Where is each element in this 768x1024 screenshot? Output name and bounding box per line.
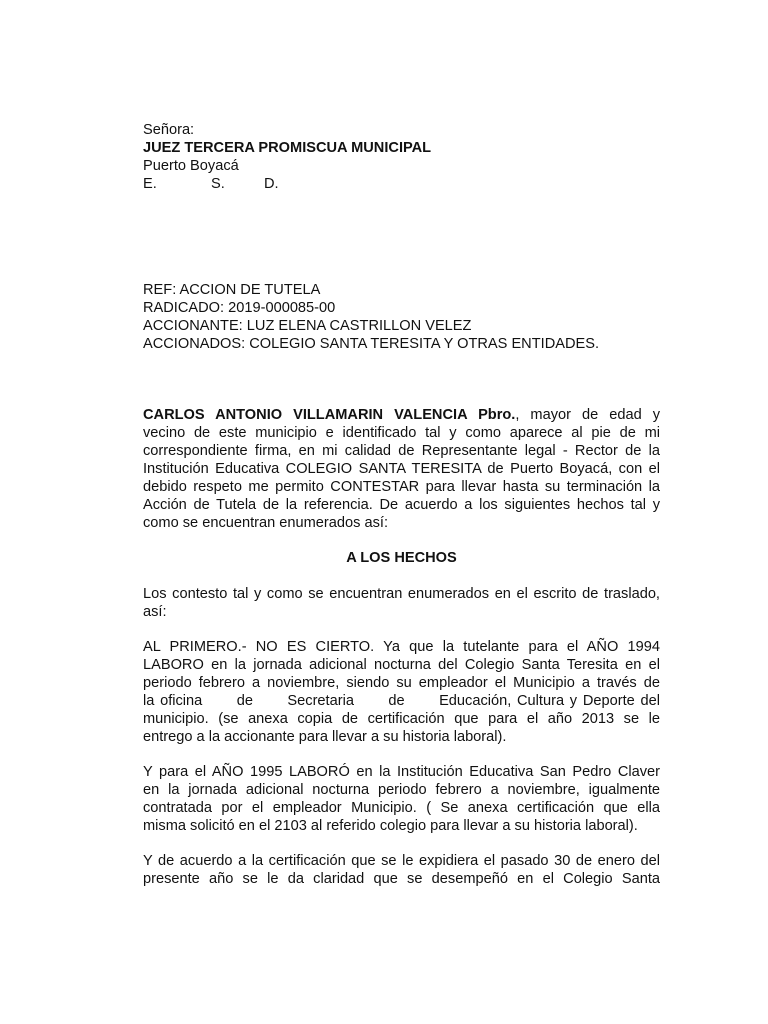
primero-line: la oficina de Secretaria de Educación, Cultura y Deporte del	[143, 693, 660, 709]
radicado-line: RADICADO: 2019-000085-00	[143, 300, 336, 316]
intro-line: correspondiente firma, en mi calidad de Representante legal - Rector de la	[143, 443, 660, 459]
reference-block	[143, 281, 660, 353]
ano1995-paragraph	[143, 763, 660, 835]
contesto-line: así:	[143, 604, 167, 620]
intro-line: como se encuentran enumerados así:	[143, 515, 388, 531]
intro-line: Acción de Tutela de la referencia. De acuerdo a los siguientes hechos tal y	[143, 497, 660, 513]
esd-line	[143, 175, 660, 193]
ano1995-line: misma solicitó en el 2103 al referido colegio para llevar a su historia laboral).	[143, 818, 638, 834]
intro-line: vecino de este municipio e identificado tal y como aparece al pie de mi	[143, 425, 660, 441]
primero-line: AL PRIMERO.- NO ES CIERTO. Ya que la tutelante para el AÑO 1994	[143, 639, 660, 655]
intro-first-line: CARLOS ANTONIO VILLAMARIN VALENCIA Pbro., mayor de edad y	[143, 407, 660, 423]
address-block	[143, 121, 660, 193]
primero-line: LABORO en la jornada adicional nocturna del Colegio Santa Teresita en el	[143, 657, 660, 673]
ref-line: REF: ACCION DE TUTELA	[143, 282, 321, 298]
salutation: Señora:	[143, 122, 195, 138]
certificacion-line: Y de acuerdo a la certificación que se le expidiera el pasado 30 de enero del	[143, 853, 660, 869]
ano1995-line: contratada por el empleador Municipio. ( Se anexa certificación que ella	[143, 800, 660, 816]
section-heading: A LOS HECHOS	[346, 550, 457, 566]
sender-name: CARLOS ANTONIO VILLAMARIN VALENCIA Pbro.	[143, 407, 516, 423]
primero-paragraph	[143, 638, 660, 746]
contesto-paragraph	[143, 585, 660, 621]
primero-line: municipio. (se anexa copia de certificación que para el año 2013 se le	[143, 711, 660, 727]
ano1995-line: Y para el AÑO 1995 LABORÓ en la Institución Educativa San Pedro Claver	[143, 764, 660, 780]
certificacion-line: presente año se le da claridad que se desempeñó en el Colegio Santa	[143, 871, 660, 887]
primero-line: entrego a la accionante para llevar a su historia laboral).	[143, 729, 507, 745]
city: Puerto Boyacá	[143, 158, 239, 174]
accionante-line: ACCIONANTE: LUZ ELENA CASTRILLON VELEZ	[143, 318, 472, 334]
esd-s: S.	[211, 176, 225, 192]
esd-e: E.	[143, 176, 157, 192]
ano1995-line: en la jornada adicional nocturna periodo febrero a noviembre, igualmente	[143, 782, 660, 798]
intro-line: debido respeto me permito CONTESTAR para llevar hasta su terminación la	[143, 479, 660, 495]
recipient: JUEZ TERCERA PROMISCUA MUNICIPAL	[143, 140, 432, 156]
intro-paragraph	[143, 406, 660, 532]
primero-line: periodo febrero a noviembre, siendo su empleador el Municipio a través de	[143, 675, 660, 691]
certificacion-paragraph	[143, 852, 660, 888]
esd-d: D.	[264, 176, 279, 192]
contesto-line: Los contesto tal y como se encuentran enumerados en el escrito de traslado,	[143, 586, 660, 602]
intro-line: Institución Educativa COLEGIO SANTA TERESITA de Puerto Boyacá, con el	[143, 461, 660, 477]
accionados-line: ACCIONADOS: COLEGIO SANTA TERESITA Y OTRAS ENTIDADES.	[143, 336, 600, 352]
